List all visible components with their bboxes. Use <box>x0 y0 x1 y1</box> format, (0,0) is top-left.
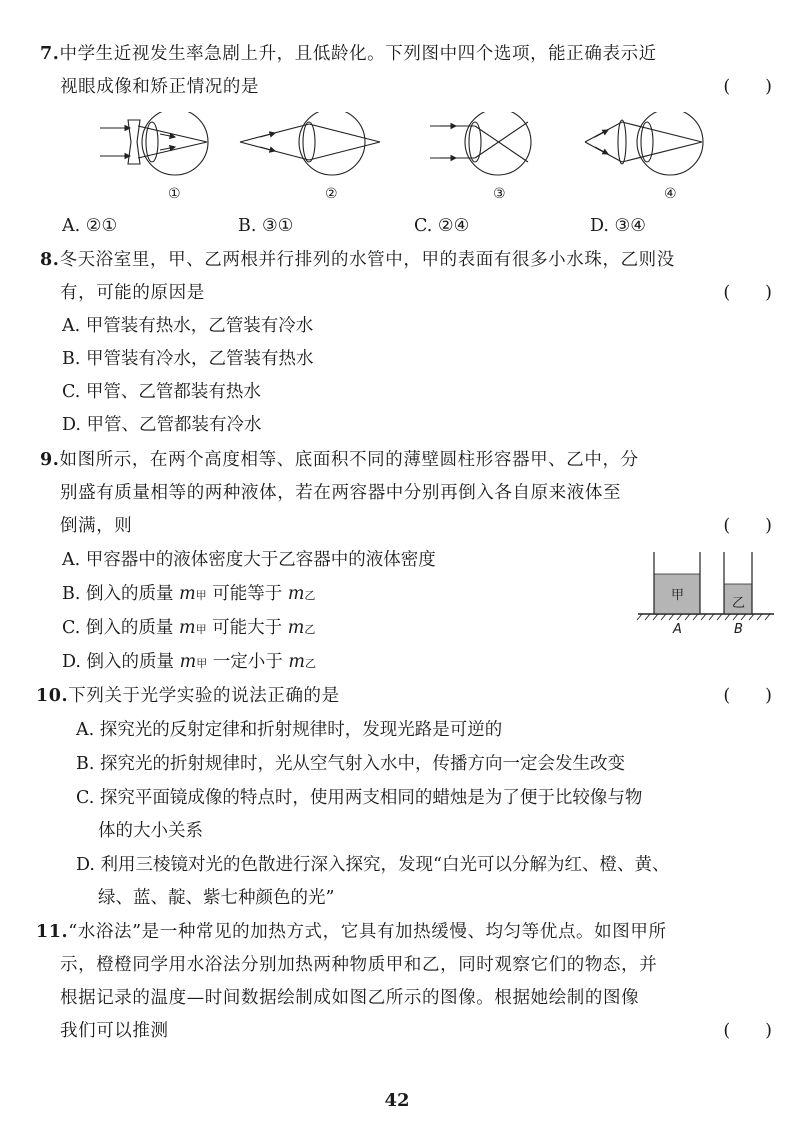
q10-option-c[interactable]: C. 探究平面镜成像的特点时，使用两支相同的蜡烛是为了便于比较像与物 <box>76 788 643 808</box>
container-b-label: B <box>734 622 743 637</box>
fig-label-2: ② <box>325 186 338 202</box>
q10-text: 下列关于光学实验的说法正确的是 <box>68 686 340 706</box>
sub-yi: 乙 <box>304 623 316 636</box>
q9-answer-paren: ( ) <box>723 516 772 536</box>
q9-option-a[interactable]: A. 甲容器中的液体密度大于乙容器中的液体密度 <box>62 550 436 570</box>
q11-line4: 我们可以推测 <box>60 1021 169 1041</box>
q9-option-b-pre: B. 倒入的质量 <box>62 584 180 604</box>
q11-answer-paren: ( ) <box>723 1021 772 1041</box>
q11-line1 <box>36 920 667 944</box>
sub-yi: 乙 <box>304 657 316 670</box>
q7-option-c[interactable]: C. ②④ <box>414 216 470 236</box>
m-symbol: m <box>179 584 196 604</box>
q8-line2: 有，可能的原因是 <box>60 283 205 303</box>
page-number: 42 <box>384 1090 410 1111</box>
q9-line3: 倒满，则 <box>60 516 133 536</box>
q7-eye-figures <box>100 112 720 207</box>
q8-text: 冬天浴室里，甲、乙两根并行排列的水管中，甲的表面有很多小水珠，乙则没 <box>59 250 675 270</box>
q9-option-b[interactable] <box>62 582 315 608</box>
container-jia-label: 甲 <box>671 588 685 603</box>
sub-jia: 甲 <box>195 589 207 602</box>
q8-line1 <box>40 248 675 272</box>
eye-figure-1 <box>100 112 208 175</box>
q10-option-c-cont: 体的大小关系 <box>98 821 203 841</box>
q9-line1 <box>40 448 639 472</box>
q9-option-b-mid: 可能等于 <box>206 584 288 604</box>
q10-answer-paren: ( ) <box>723 686 772 706</box>
q8-option-a[interactable]: A. 甲管装有热水，乙管装有冷水 <box>62 316 314 336</box>
q9-container-figure <box>636 548 776 638</box>
q7-text: 中学生近视发生率急剧上升，且低龄化。下列图中四个选项，能正确表示近 <box>59 44 657 64</box>
q9-text: 如图所示，在两个高度相等、底面积不同的薄壁圆柱形容器甲、乙中，分 <box>59 450 639 470</box>
q7-answer-paren: ( ) <box>723 77 772 97</box>
q7-number: 7. <box>40 44 60 64</box>
q8-option-d[interactable]: D. 甲管、乙管都装有冷水 <box>62 415 262 435</box>
m-symbol: m <box>287 618 305 638</box>
q11-text: “水浴法”是一种常见的加热方式，它具有加热缓慢、均匀等优点。如图甲所 <box>68 922 667 942</box>
q9-option-d[interactable] <box>62 650 316 676</box>
q8-answer-paren: ( ) <box>723 283 772 303</box>
container-a-label: A <box>673 622 682 637</box>
q10-option-d[interactable]: D. 利用三棱镜对光的色散进行深入探究，发现“白光可以分解为红、橙、黄、 <box>76 855 670 875</box>
q10-option-b[interactable]: B. 探究光的折射规律时，光从空气射入水中，传播方向一定会发生改变 <box>76 754 625 774</box>
q7-line2: 视眼成像和矫正情况的是 <box>60 77 260 97</box>
q8-option-b[interactable]: B. 甲管装有冷水，乙管装有热水 <box>62 349 314 369</box>
eye-figure-3 <box>430 112 531 175</box>
container-yi-label: 乙 <box>732 596 746 611</box>
fig-label-3: ③ <box>493 186 506 202</box>
q11-line2: 示，橙橙同学用水浴法分别加热两种物质甲和乙，同时观察它们的物态，并 <box>60 955 658 975</box>
q9-line2: 别盛有质量相等的两种液体，若在两容器中分别再倒入各自原来液体至 <box>60 483 622 503</box>
q8-number: 8. <box>40 250 60 270</box>
q11-number: 11. <box>36 922 69 942</box>
q9-option-d-mid: 一定小于 <box>207 652 289 672</box>
q11-line3: 根据记录的温度—时间数据绘制成如图乙所示的图像。根据她绘制的图像 <box>60 988 640 1008</box>
q9-number: 9. <box>40 450 60 470</box>
q7-option-b[interactable]: B. ③① <box>238 216 294 236</box>
eye-figure-2 <box>240 112 380 175</box>
q7-option-d[interactable]: D. ③④ <box>590 216 646 236</box>
q10-option-a[interactable]: A. 探究光的反射定律和折射规律时，发现光路是可逆的 <box>76 720 503 740</box>
q7-line1 <box>40 42 657 66</box>
q9-option-c-pre: C. 倒入的质量 <box>62 618 179 638</box>
q10-line1 <box>36 684 340 708</box>
m-symbol: m <box>288 652 305 672</box>
q8-option-c[interactable]: C. 甲管、乙管都装有热水 <box>62 382 261 402</box>
m-symbol: m <box>179 652 197 672</box>
sub-jia: 甲 <box>195 623 207 636</box>
fig-label-1: ① <box>168 186 181 202</box>
eye-figure-4 <box>585 112 703 175</box>
m-symbol: m <box>287 584 305 604</box>
q7-option-a[interactable]: A. ②① <box>62 216 118 236</box>
q9-option-d-pre: D. 倒入的质量 <box>62 652 180 672</box>
m-symbol: m <box>178 618 196 638</box>
q10-option-d-cont: 绿、蓝、靛、紫七种颜色的光” <box>98 888 335 908</box>
sub-jia: 甲 <box>196 657 208 670</box>
q10-number: 10. <box>36 686 69 706</box>
sub-yi: 乙 <box>304 589 316 602</box>
q9-option-c-mid: 可能大于 <box>206 618 288 638</box>
q9-option-c[interactable] <box>62 616 315 642</box>
fig-label-4: ④ <box>664 186 677 202</box>
